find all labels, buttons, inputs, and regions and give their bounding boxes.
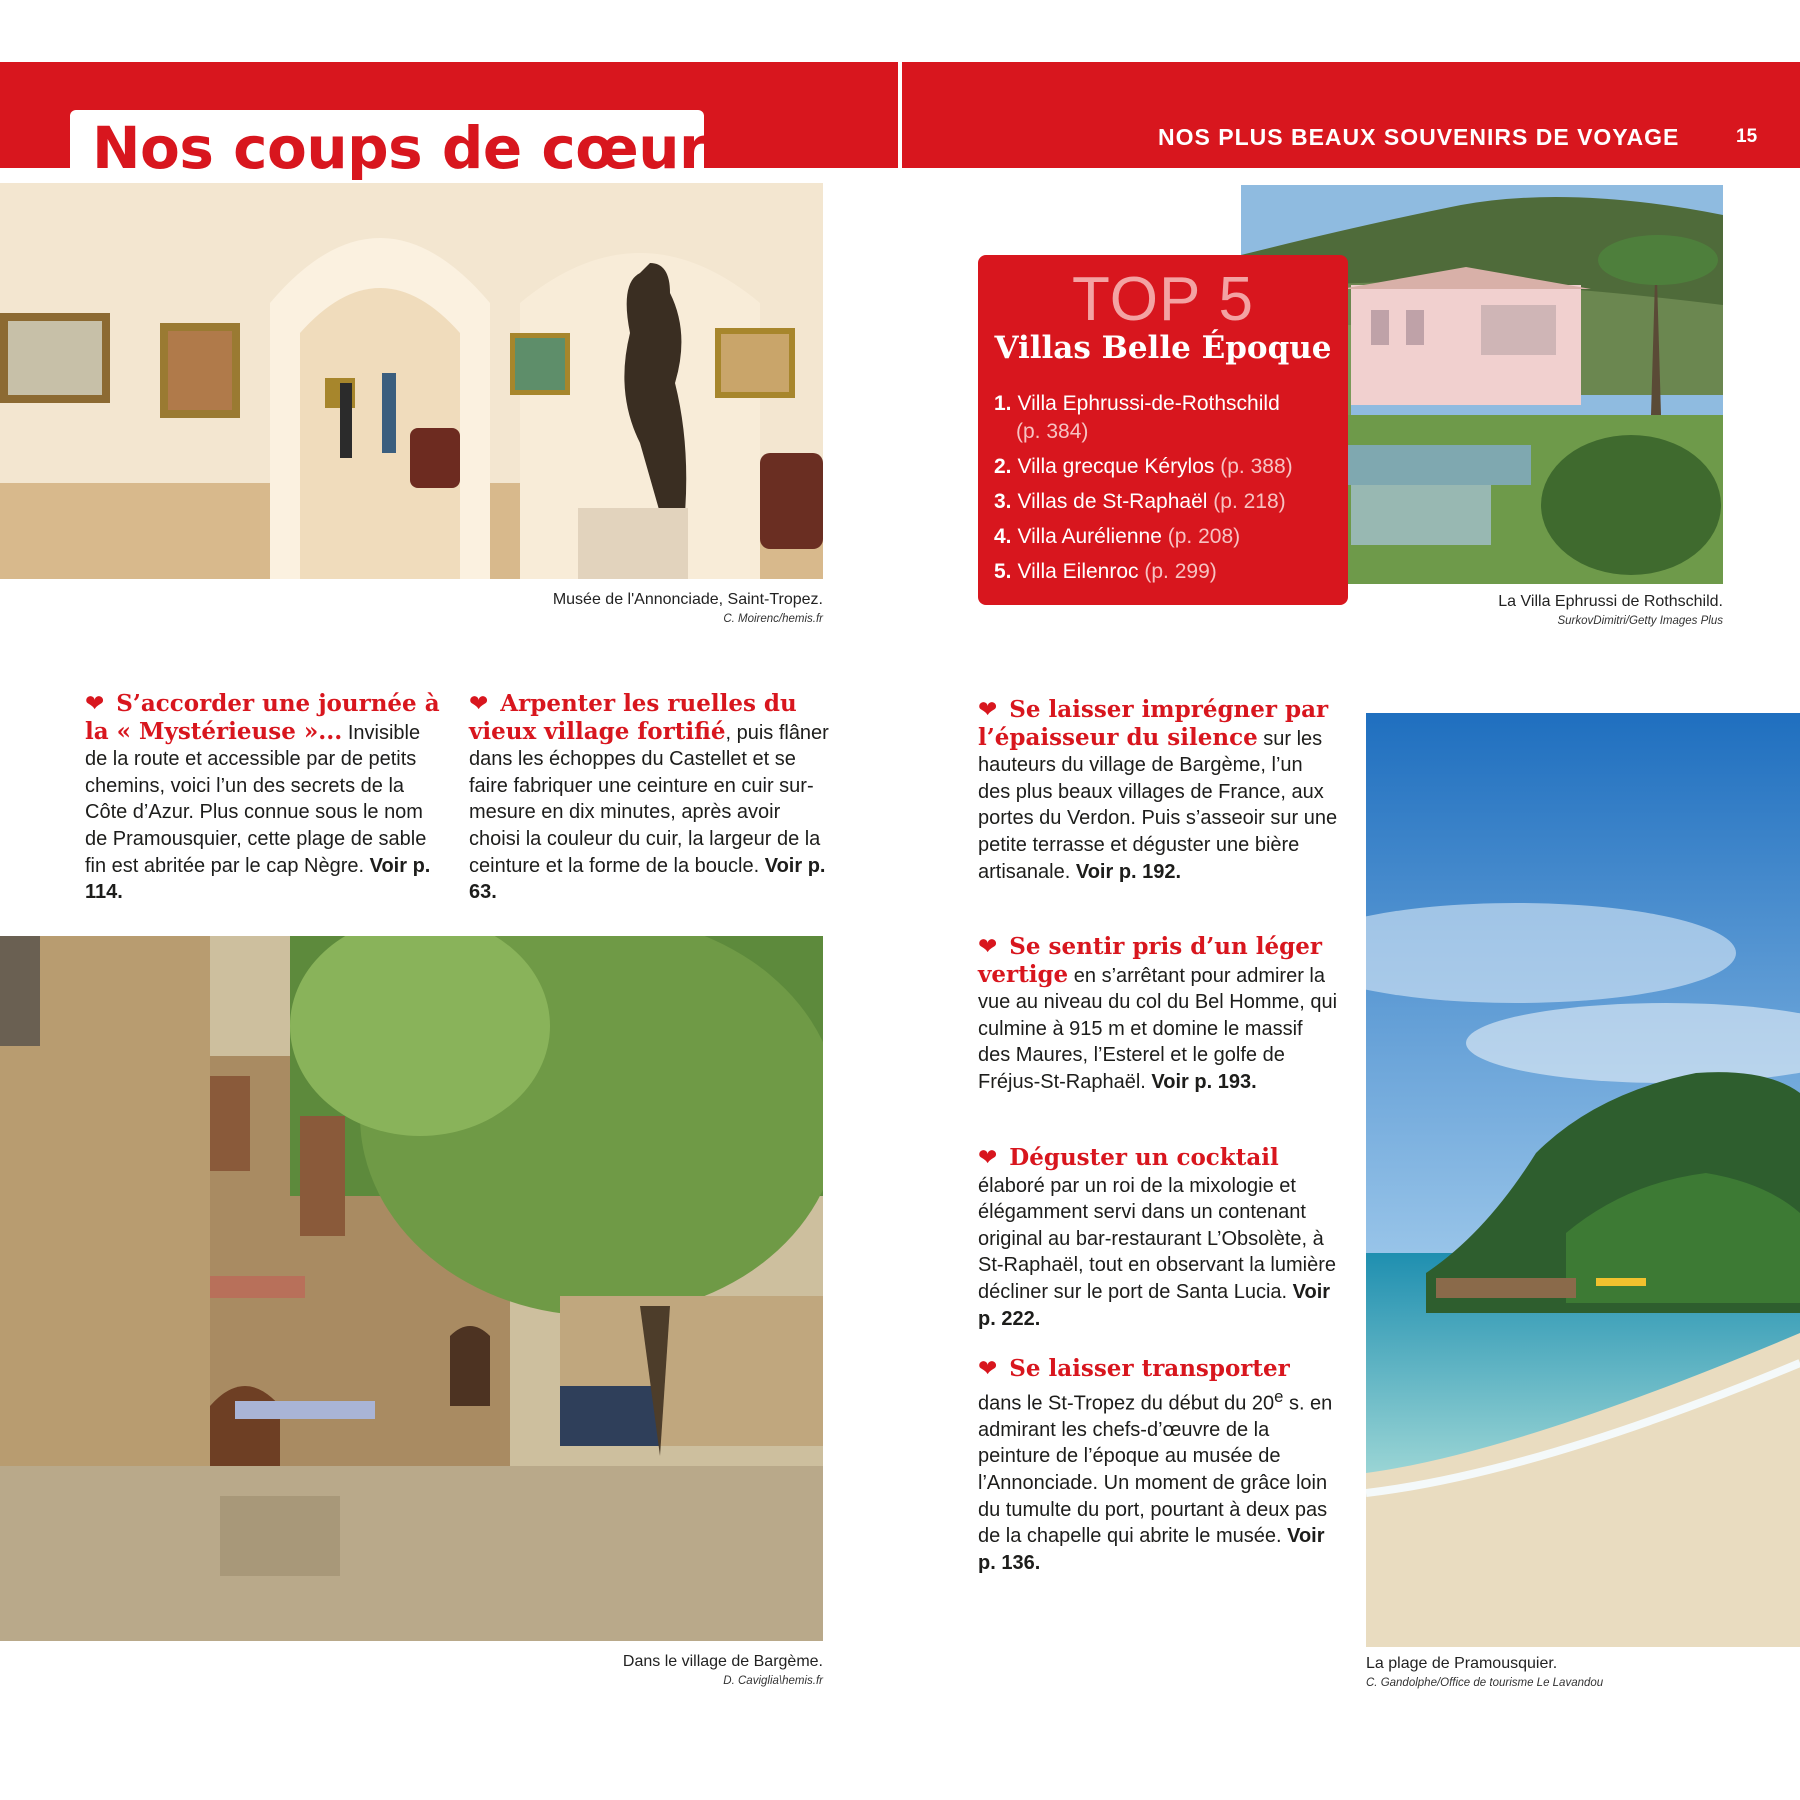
villa-caption (1300, 591, 1723, 629)
top5-item: 3. Villas de St-Raphaël (p. 218) (994, 490, 1286, 513)
caption-text: La Villa Ephrussi de Rothschild. (1498, 593, 1723, 610)
page-number: 15 (1736, 126, 1758, 147)
item-body: élaboré par un roi de la mixologie et élégamment servi dans un contenant original au bar-restaurant L’Obsolète, à St-Raphaël, tout en observant la lumière décliner sur le port de Santa Lucia. (978, 1174, 1336, 1303)
item-headline: Se laisser imprégner par l’épaisseur du silence (978, 696, 1329, 751)
top5-item: 4. Villa Aurélienne (p. 208) (994, 525, 1241, 548)
photo-credit: C. Gandolphe/Office de tourisme Le Lavandou (1366, 1677, 1604, 1689)
heart-icon: ❤ (978, 696, 998, 722)
page-reference: Voir p. 222. (978, 1280, 1331, 1330)
page-reference: Voir p. 193. (1151, 1070, 1257, 1093)
heart-icon: ❤ (978, 1355, 998, 1381)
caption-text: La plage de Pramousquier. (1366, 1655, 1558, 1672)
top5-item: 1. Villa Ephrussi-de-Rothschild (p. 384) (994, 392, 1280, 443)
superscript: e (1274, 1386, 1284, 1406)
favorite-item (469, 690, 829, 906)
caption-text: Musée de l'Annonciade, Saint-Tropez. (552, 591, 823, 608)
top5-box (978, 255, 1348, 605)
heart-icon: ❤ (85, 690, 105, 716)
photo-credit: D. Caviglia\hemis.fr (723, 1675, 823, 1687)
favorite-item (978, 1355, 1338, 1576)
museum-caption (400, 589, 823, 627)
item-headline: Déguster un cocktail (1009, 1144, 1279, 1171)
header-band-right (902, 62, 1800, 168)
favorite-item (978, 1144, 1338, 1332)
top5-label: TOP 5 (1072, 265, 1254, 334)
page-reference: Voir p. 136. (978, 1525, 1325, 1574)
item-body: s. en admirant les chefs-d’œuvre de la peinture de l’époque au musée de l’Annonciade. Un moment de grâce loin du tumulte du port, pourtant à deux pas de la chapelle qui abrite le musée. (978, 1392, 1333, 1548)
page-reference: Voir p. 114. (85, 854, 431, 904)
caption-text: Dans le village de Bargème. (622, 1653, 823, 1670)
favorite-item (978, 696, 1338, 885)
favorite-item (978, 933, 1338, 1096)
top5-title: Villas Belle Époque (994, 330, 1332, 366)
heart-icon: ❤ (978, 1144, 998, 1170)
beach-caption (1366, 1653, 1800, 1691)
village-caption (400, 1651, 823, 1689)
top5-list (994, 390, 1339, 593)
village-photo (0, 936, 823, 1641)
item-headline: Se laisser transporter (1009, 1355, 1290, 1382)
museum-photo (0, 183, 823, 579)
top5-item: 2. Villa grecque Kérylos (p. 388) (994, 455, 1293, 478)
page-title: Nos coups de cœur (92, 114, 708, 182)
page-reference: Voir p. 63. (469, 854, 826, 904)
item-body: Invisible de la route et accessible par de petits chemins, voici l’un des secrets de la Côte d’Azur. Plus connue sous le nom de Pramousquier, cette plage de sable fin est abritée par le cap Nègre. (85, 721, 427, 877)
item-headline: S’accorder une journée à la « Mystérieuse »... (85, 690, 440, 745)
item-body: , puis flâner dans les échoppes du Castellet et se faire fabriquer une ceinture en cuir sur-mesure en dix minutes, après avoir choisi la couleur du cuir, la largeur de la ceinture et la forme de la boucle. (469, 721, 829, 877)
section-heading: NOS PLUS BEAUX SOUVENIRS DE VOYAGE (1158, 124, 1680, 150)
photo-credit: C. Moirenc/hemis.fr (723, 613, 823, 625)
item-body: dans le St-Tropez du début du 20 (978, 1392, 1275, 1415)
page-reference: Voir p. 192. (1075, 860, 1182, 883)
item-headline: Se sentir pris d’un léger vertige (978, 933, 1322, 988)
beach-photo (1366, 713, 1800, 1647)
item-headline: Arpenter les ruelles du vieux village fortifié (469, 690, 797, 745)
heart-icon: ❤ (978, 933, 998, 959)
heart-icon: ❤ (469, 690, 489, 716)
top5-item: 5. Villa Eilenroc (p. 299) (994, 560, 1217, 583)
favorite-item (85, 690, 445, 906)
item-body: en s’arrêtant pour admirer la vue au niveau du col du Bel Homme, qui culmine à 915 m et domine le massif des Maures, l’Esterel et le golfe de Fréjus-St-Raphaël. (978, 964, 1338, 1093)
photo-credit: SurkovDimitri/Getty Images Plus (1557, 615, 1723, 627)
item-body: sur les hauteurs du village de Bargème, l’un des plus beaux villages de France, aux portes du Verdon. Puis s’asseoir sur une petite terrasse et déguster une bière artisanale. (978, 727, 1338, 883)
